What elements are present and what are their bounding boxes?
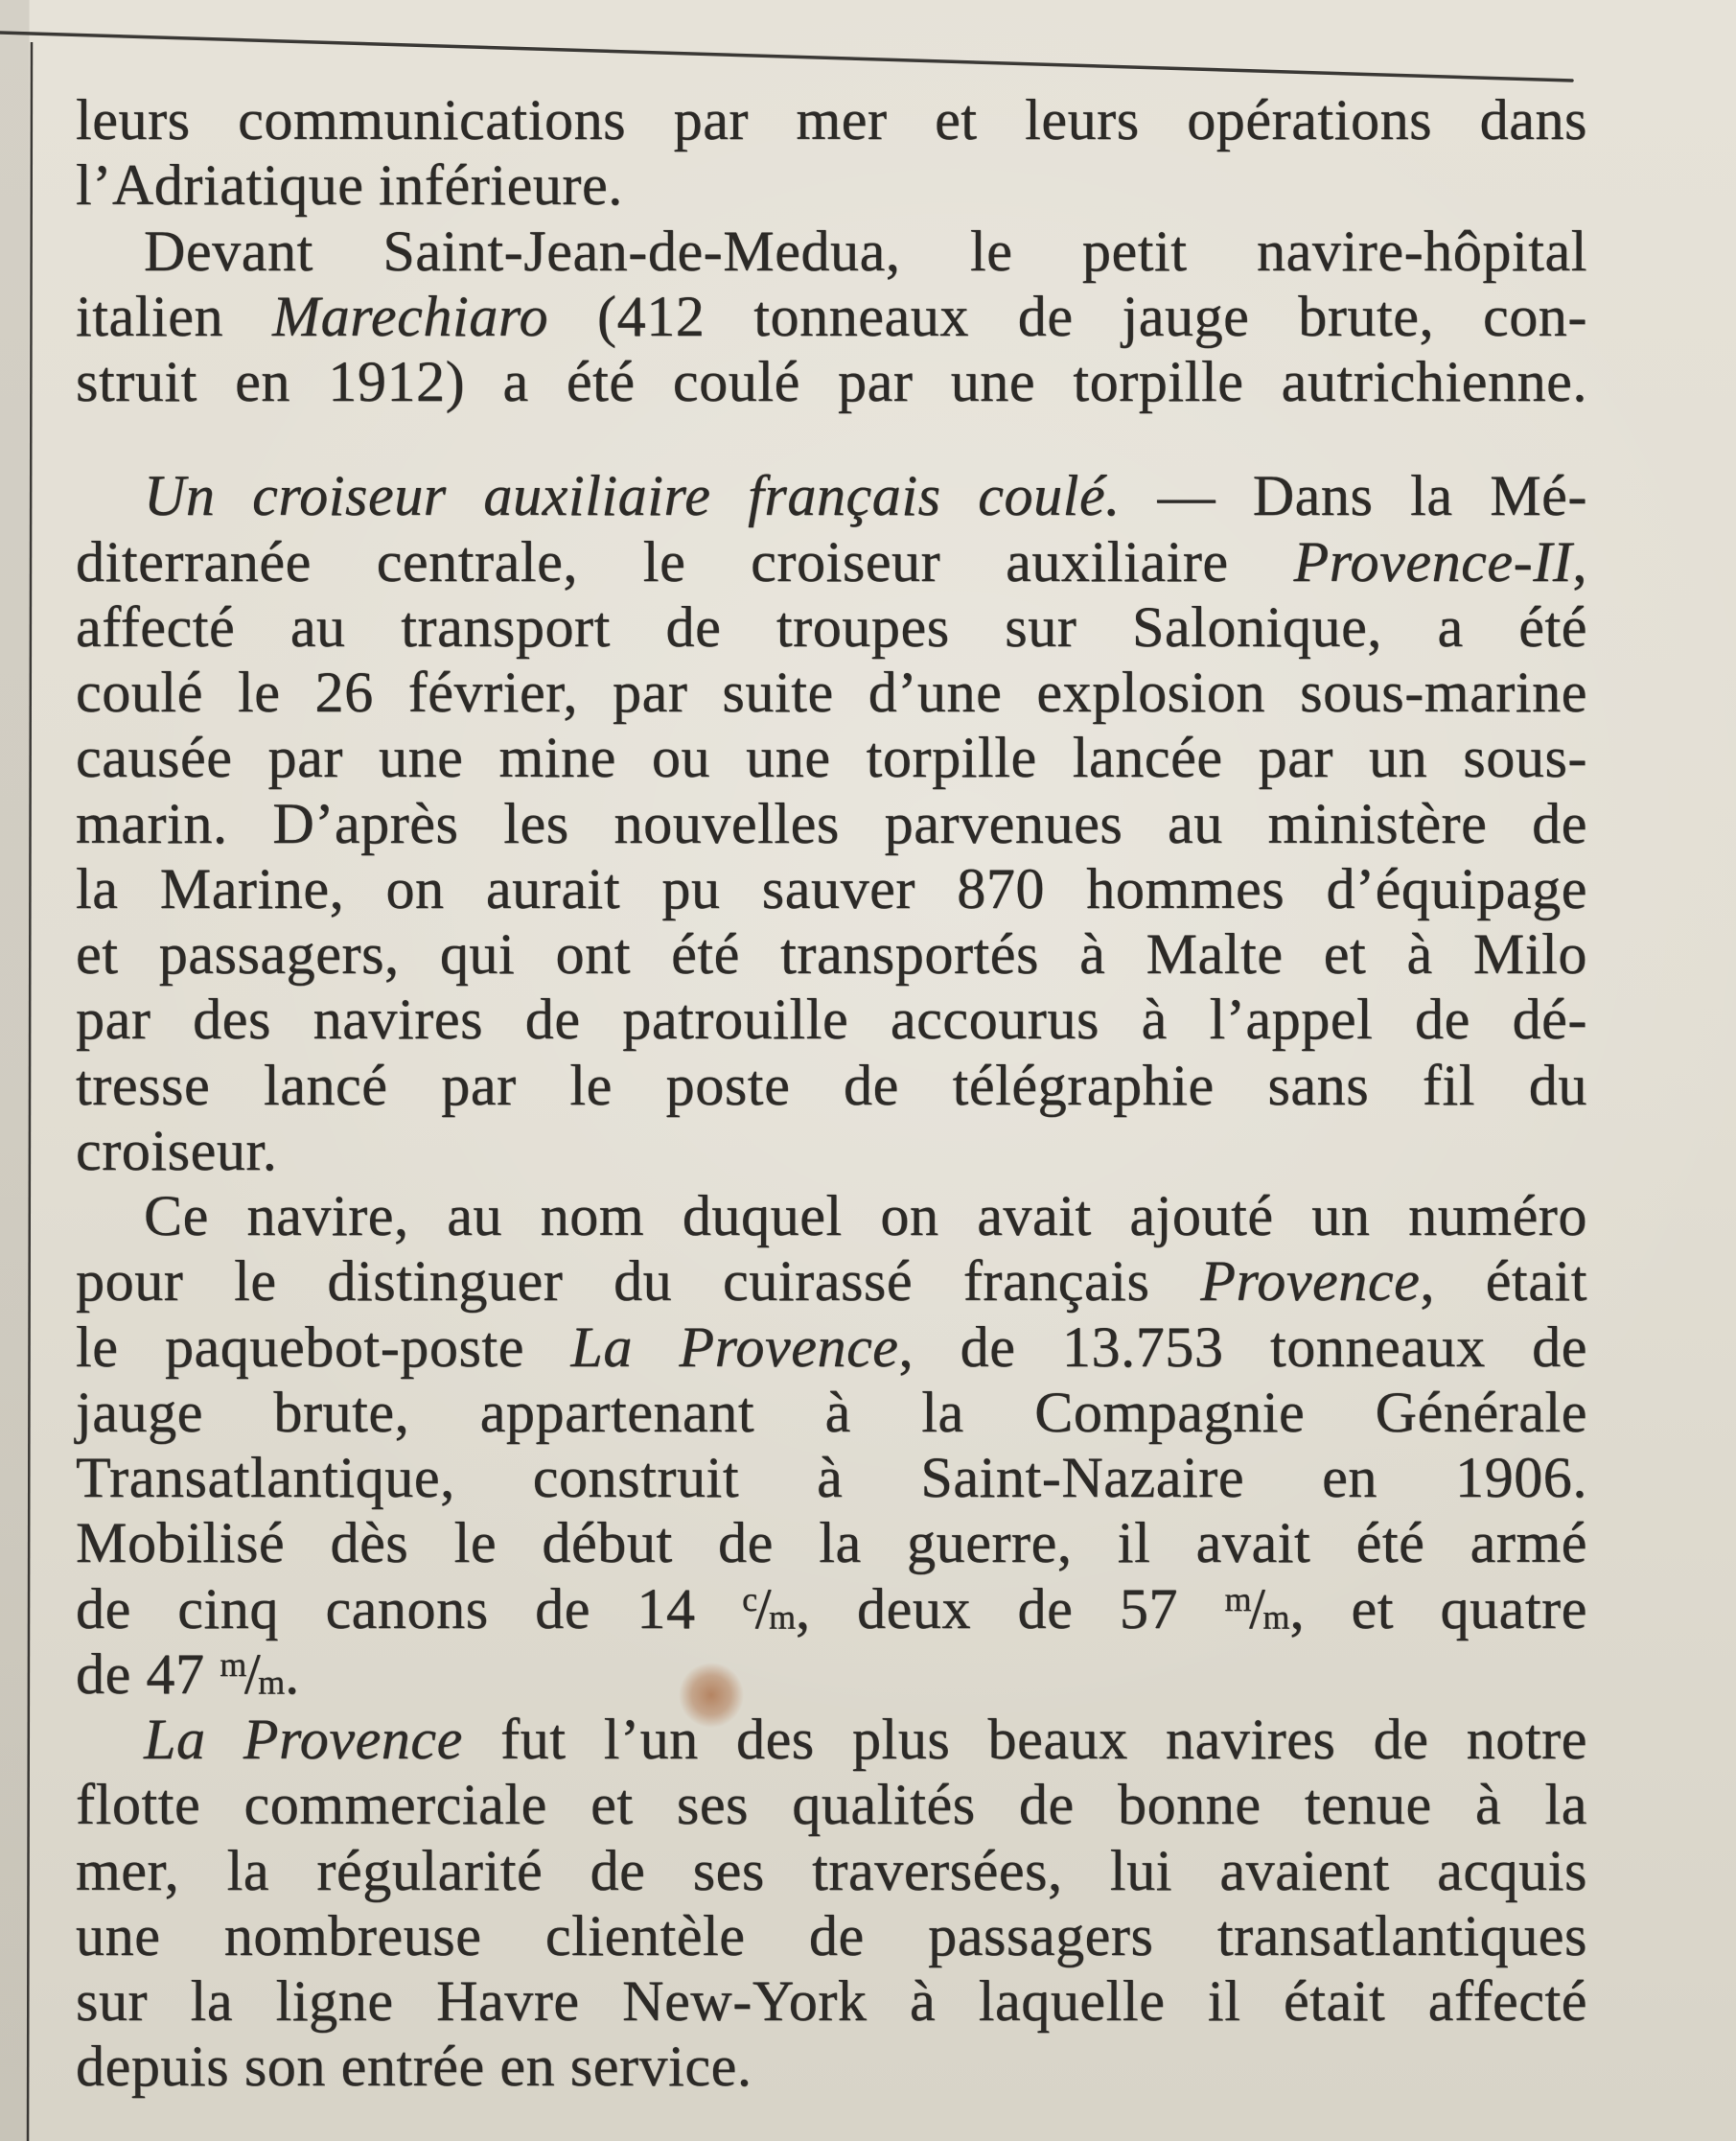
line-segment: , [1572, 529, 1587, 593]
text-line: tresse lancé par le poste de télégraphie sans fil du [76, 1053, 1587, 1117]
text-line [76, 1248, 1587, 1314]
line-segment: , et quatre [1289, 1576, 1587, 1641]
text-line: croiseur. [76, 1118, 278, 1182]
ship-name-italic: Provence-II [1293, 529, 1573, 593]
text-line: Transatlantique, construit à Saint-Nazaire en 1906. [76, 1446, 1587, 1509]
line-segment: pour le distinguer du cuirassé français [76, 1249, 1150, 1314]
line-segment: (412 tonneaux de jauge brute, con- [597, 284, 1587, 348]
paragraph-5 [76, 1707, 1587, 2100]
line-segment: de 47 [76, 1641, 205, 1706]
unit-bottom: m [258, 1663, 286, 1702]
line-segment: , de 13.753 tonneaux de [898, 1315, 1587, 1379]
left-rule [28, 42, 32, 2141]
text-line: coulé le 26 février, par suite d’une explosion sous-marine [76, 661, 1587, 724]
text-line: mer, la régularité de ses traversées, lui avaient acquis [76, 1838, 1587, 1902]
line-segment: , était [1420, 1249, 1587, 1314]
paragraph-3 [76, 463, 1587, 1183]
text-line: leurs communications par mer et leurs opérations dans [76, 88, 1587, 151]
text-line [76, 1641, 1587, 1707]
line-segment: le paquebot-poste [76, 1315, 524, 1379]
text-line: causée par une mine ou une torpille lancée par un sous- [76, 726, 1587, 790]
paragraph-2 [76, 219, 1587, 415]
text-line: la Marine, on aurait pu sauver 870 hommes d’équipage [76, 856, 1587, 920]
unit-slash: / [1249, 1576, 1265, 1641]
unit-top: c [742, 1579, 758, 1618]
unit-slash: / [243, 1641, 261, 1706]
unit-abbreviation [742, 1577, 796, 1641]
unit-slash: / [754, 1576, 772, 1641]
unit-abbreviation [220, 1642, 285, 1706]
unit-bottom: m [768, 1597, 796, 1637]
section-heading-italic: Un croiseur auxiliaire français coulé. [144, 464, 1121, 528]
text-line [76, 529, 1587, 594]
text-line [76, 284, 1587, 349]
line-segment: de cinq canons de 14 [76, 1576, 696, 1641]
text-line [76, 1707, 1587, 1772]
text-line: et passagers, qui ont été transportés à Malte et à Milo [76, 922, 1587, 986]
unit-top: m [1224, 1579, 1252, 1618]
text-line: une nombreuse clientèle de passagers transatlantiques [76, 1903, 1587, 1967]
text-line: l’Adriatique inférieure. [76, 153, 623, 218]
paragraph-4 [76, 1183, 1587, 1707]
line-segment: — Dans la Mé- [1157, 464, 1587, 528]
line-segment: , deux de 57 [795, 1576, 1179, 1641]
unit-abbreviation [1225, 1577, 1290, 1641]
text-line: marin. D’après les nouvelles parvenues au ministère de [76, 791, 1587, 855]
text-line: jauge brute, appartenant à la Compagnie Générale [76, 1380, 1587, 1444]
text-line: sur la ligne Havre New-York à laquelle il était affecté [76, 1969, 1587, 2033]
text-line: par des navires de patrouille accourus à l’appel de dé- [76, 988, 1587, 1052]
unit-top: m [220, 1644, 247, 1684]
line-segment: fut l’un des plus beaux navires de notre [500, 1708, 1587, 1771]
ship-name-italic: Marechiaro [272, 284, 549, 348]
top-rule [0, 33, 1572, 81]
line-segment: . [285, 1641, 300, 1706]
text-line: struit en 1912) a été coulé par une torpille autrichienne. [76, 350, 1587, 413]
text-column [76, 87, 1587, 2100]
ship-name-italic: La Provence [144, 1708, 463, 1771]
ship-name-italic: Provence [1200, 1249, 1421, 1314]
text-line: flotte commerciale et ses qualités de bonne tenue à la [76, 1773, 1587, 1837]
unit-bottom: m [1262, 1597, 1290, 1637]
text-line [76, 463, 1587, 528]
text-line: Ce navire, au nom duquel on avait ajouté un numéro [144, 1184, 1587, 1247]
paragraph-1 [76, 87, 1587, 219]
line-segment: italien [76, 284, 224, 348]
text-line: depuis son entrée en service. [76, 2035, 752, 2099]
text-line: affecté au transport de troupes sur Salonique, a été [76, 594, 1587, 659]
ship-name-italic: La Provence [570, 1315, 899, 1379]
text-line: Devant Saint-Jean-de-Medua, le petit navire-hôpital [144, 219, 1587, 283]
text-line: Mobilisé dès le début de la guerre, il avait été armé [76, 1511, 1587, 1575]
line-segment: diterranée centrale, le croiseur auxiliaire [76, 529, 1229, 593]
text-line [76, 1576, 1587, 1641]
text-line [76, 1315, 1587, 1380]
